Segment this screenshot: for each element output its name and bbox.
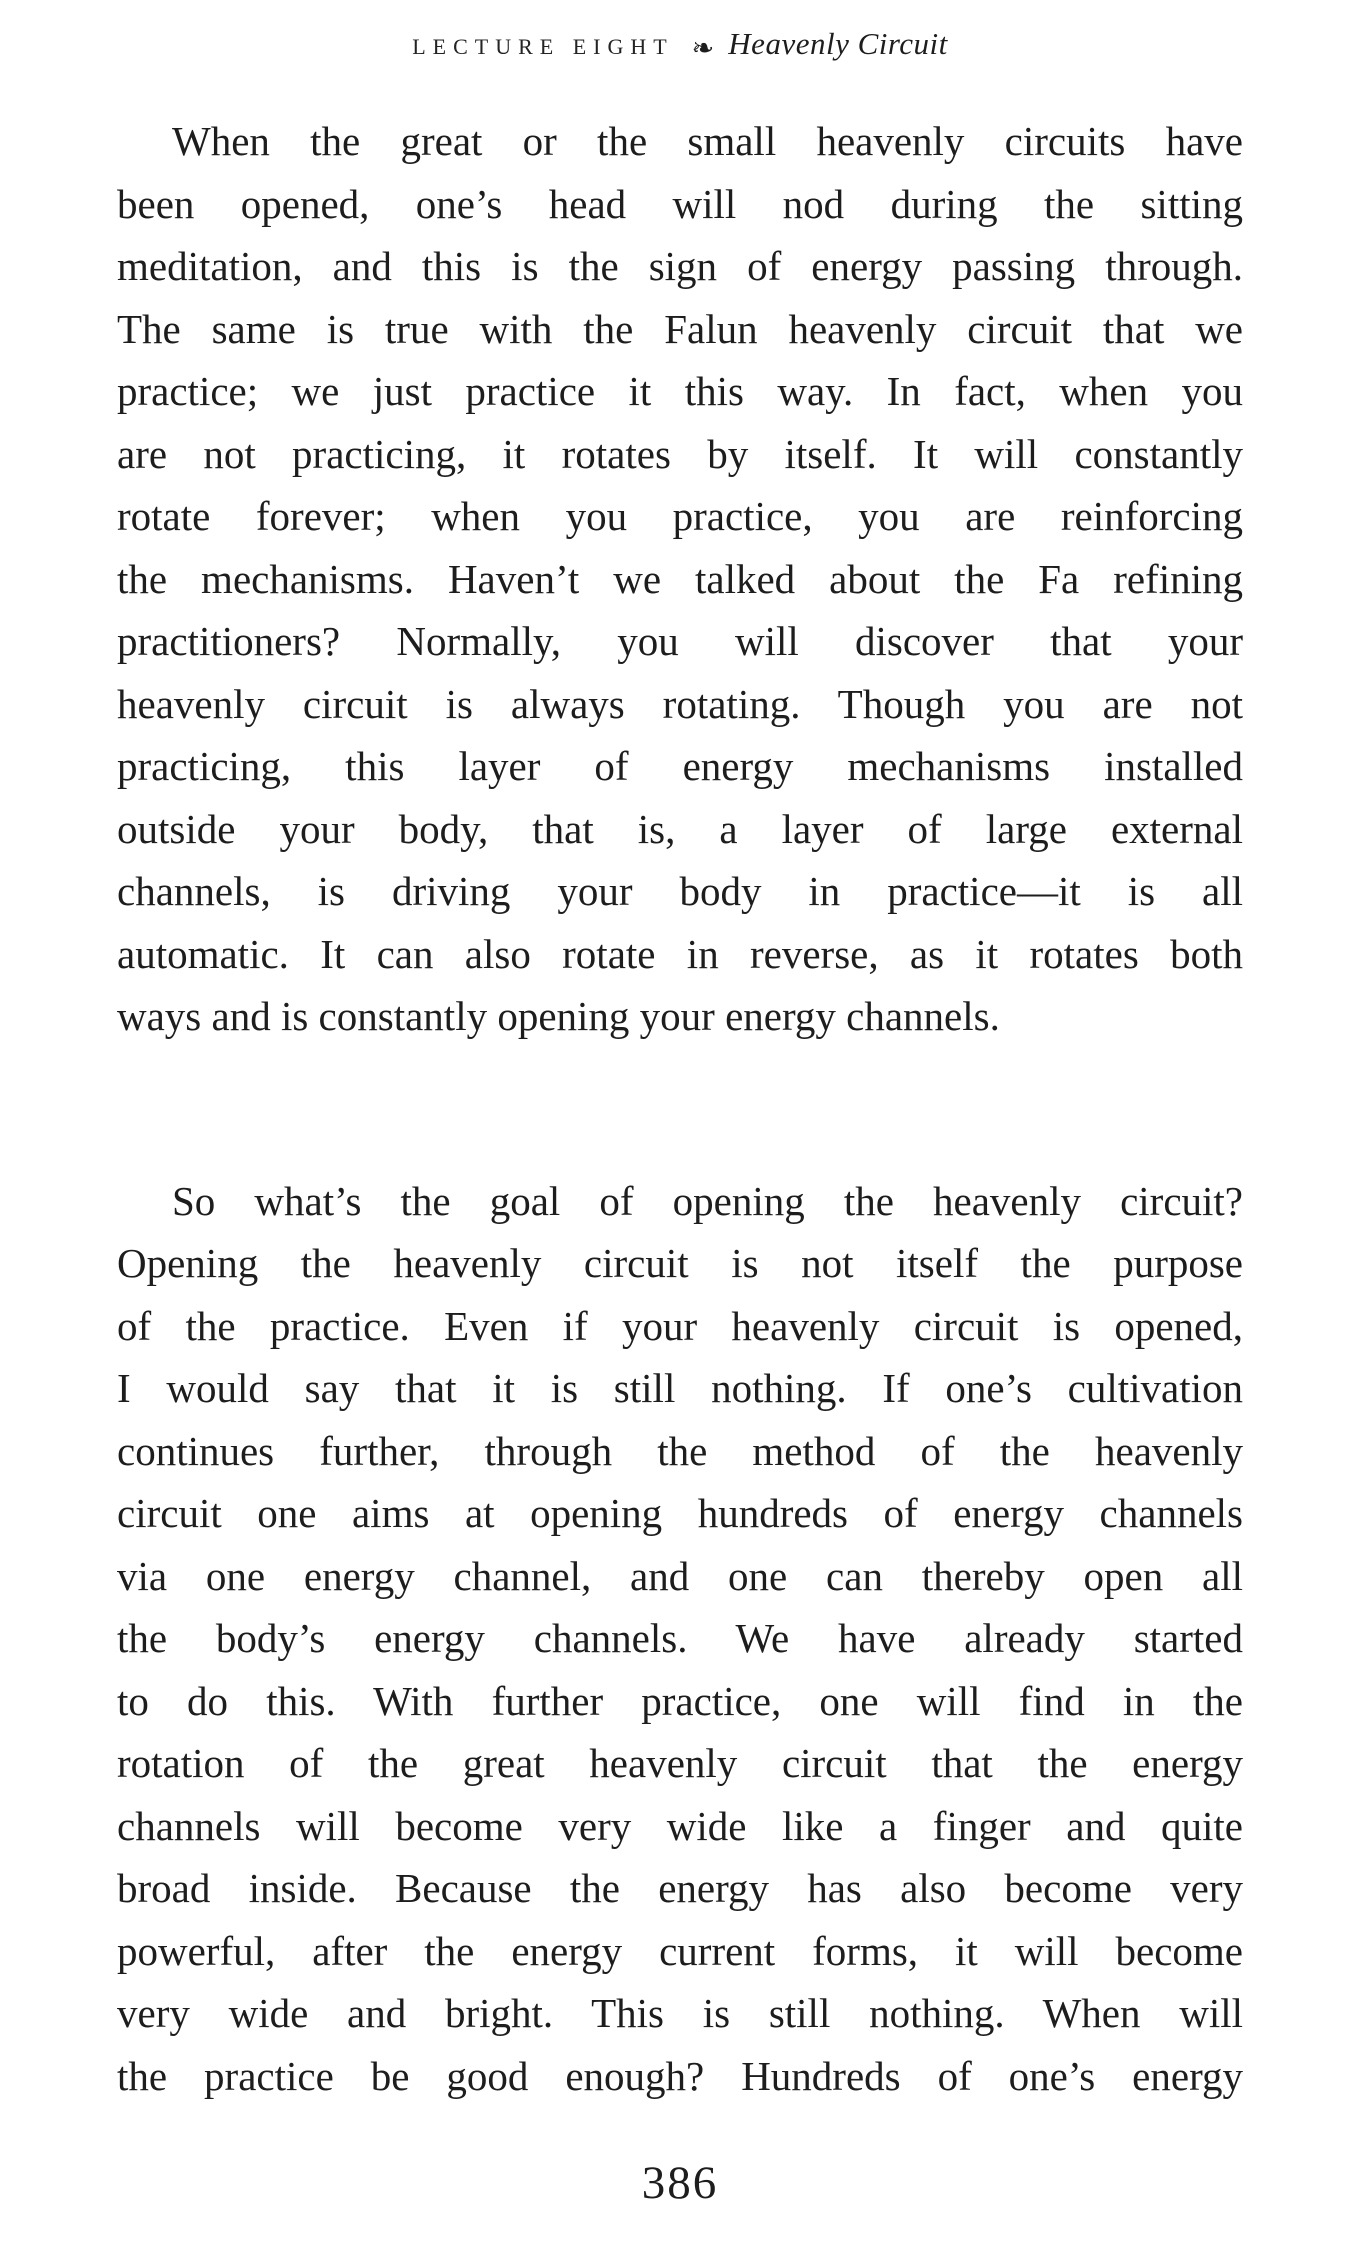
body-line: the body’s energy channels. We have already started xyxy=(117,1615,1243,1661)
body-line: circuit one aims at opening hundreds of energy channels xyxy=(117,1490,1243,1536)
body-text xyxy=(117,110,1243,2107)
body-line: practitioners? Normally, you will discover that your xyxy=(117,618,1243,664)
body-line: channels will become very wide like a finger and quite xyxy=(117,1802,1243,1849)
body-line: So what’s the goal of opening the heavenly circuit? xyxy=(172,1177,1243,1224)
body-line: via one energy channel, and one can thereby open all xyxy=(117,1552,1243,1599)
body-line: the practice be good enough? Hundreds of one’s energy xyxy=(117,2052,1243,2099)
chapter-title: Heavenly Circuit xyxy=(728,26,948,61)
page-number: 386 xyxy=(641,2157,719,2209)
body-line: heavenly circuit is always rotating. Though you are not xyxy=(117,680,1243,727)
body-line: powerful, after the energy current forms, it will become xyxy=(117,1927,1243,1974)
body-line: channels, is driving your body in practice—it is all xyxy=(117,868,1243,914)
body-line: rotation of the great heavenly circuit that the energy xyxy=(117,1740,1243,1786)
fleuron-icon: ❧ xyxy=(691,33,715,64)
body-line: very wide and bright. This is still nothing. When will xyxy=(117,1990,1243,2036)
body-line: broad inside. Because the energy has also become very xyxy=(117,1865,1243,1911)
body-line: Opening the heavenly circuit is not itself the purpose xyxy=(117,1240,1243,1286)
body-line: rotate forever; when you practice, you are reinforcing xyxy=(117,493,1243,539)
running-header xyxy=(0,26,1360,64)
paragraph-1 xyxy=(117,110,1243,1048)
body-line: been opened, one’s head will nod during the sitting xyxy=(117,180,1243,227)
body-line: continues further, through the method of the heavenly xyxy=(117,1427,1243,1474)
body-line: ways and is constantly opening your energy channels. xyxy=(117,993,1000,1039)
body-line: practicing, this layer of energy mechanisms installed xyxy=(117,743,1243,789)
body-line: practice; we just practice it this way. In fact, when you xyxy=(117,368,1243,414)
paragraph-spacer xyxy=(117,1048,1243,1170)
body-line: outside your body, that is, a layer of large external xyxy=(117,805,1243,852)
body-line: I would say that it is still nothing. If one’s cultivation xyxy=(117,1365,1243,1411)
paragraph-2 xyxy=(117,1170,1243,2108)
body-line: automatic. It can also rotate in reverse, as it rotates both xyxy=(117,930,1243,977)
body-line: are not practicing, it rotates by itself. It will constantly xyxy=(117,430,1243,477)
body-line: The same is true with the Falun heavenly circuit that we xyxy=(117,305,1243,352)
body-line: of the practice. Even if your heavenly circuit is opened, xyxy=(117,1302,1243,1349)
body-line: the mechanisms. Haven’t we talked about the Fa refining xyxy=(117,555,1243,602)
lecture-label: LECTURE EIGHT xyxy=(412,34,674,59)
body-line: meditation, and this is the sign of energy passing through. xyxy=(117,243,1243,289)
body-line: to do this. With further practice, one will find in the xyxy=(117,1677,1243,1724)
body-line: When the great or the small heavenly circuits have xyxy=(172,118,1243,164)
